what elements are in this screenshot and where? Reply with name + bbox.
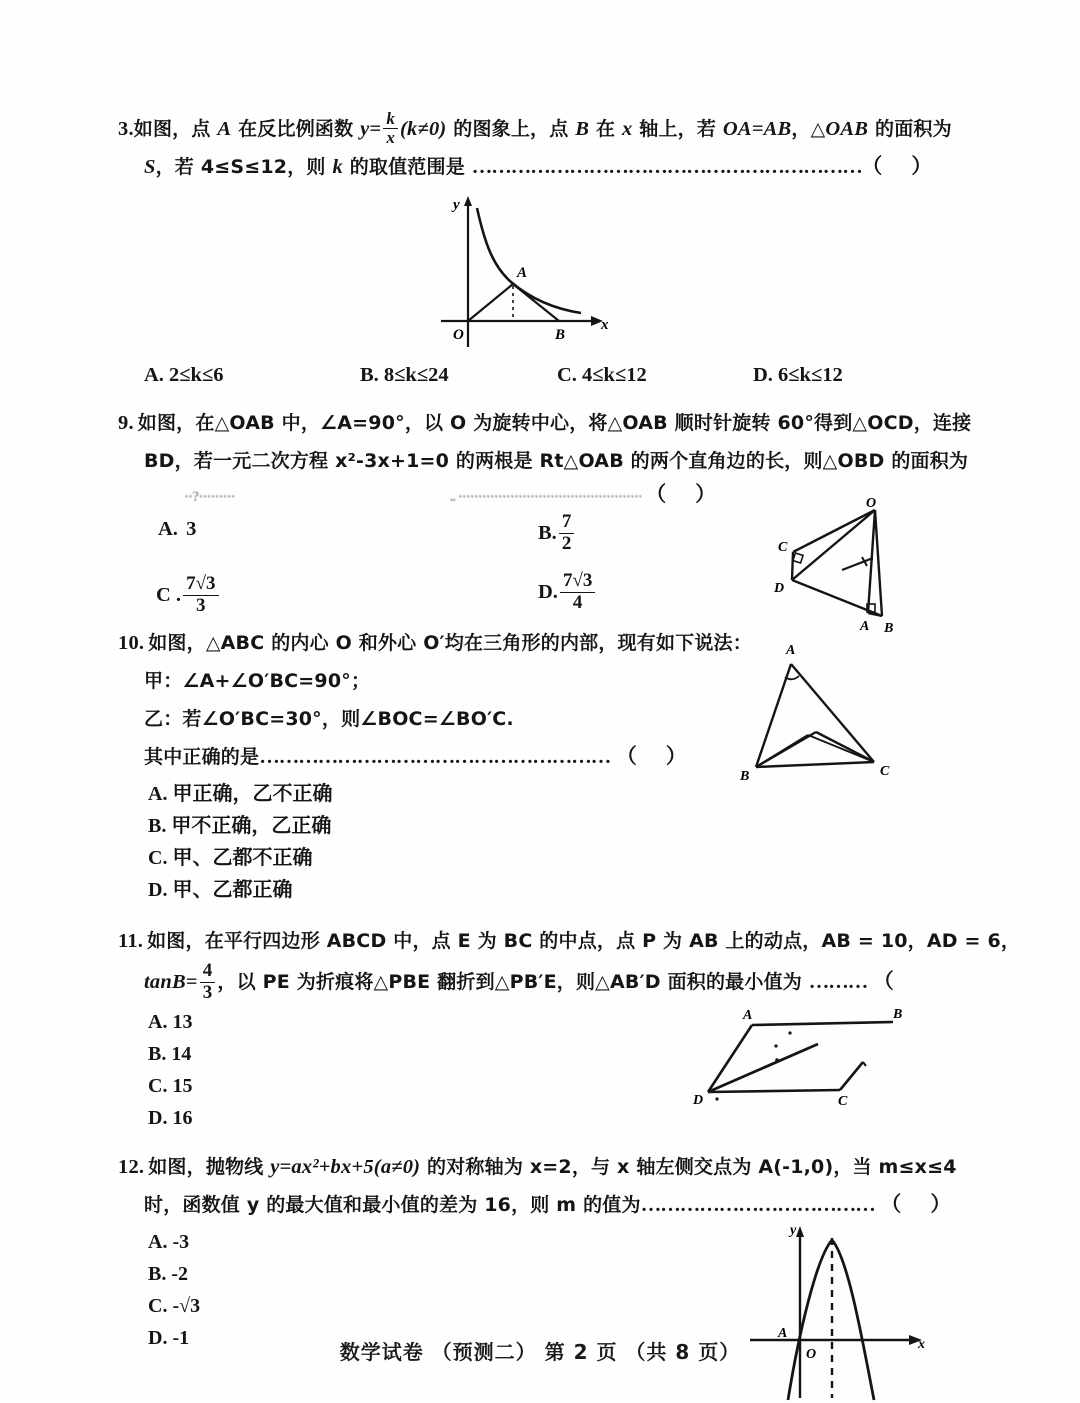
question-12-number: 12.	[118, 1156, 145, 1179]
svg-text:C: C	[778, 540, 788, 556]
q10-line2: 甲：∠A+∠O′BC=90°；	[144, 670, 371, 693]
q8-option-D[interactable]: D. 6≤k≤12	[753, 364, 843, 387]
question-11-stem-line-1	[118, 922, 1021, 960]
question-10-number: 10.	[118, 632, 145, 655]
q12-option-A-label: A.	[148, 1231, 168, 1254]
q9-option-D-label: D.	[538, 581, 558, 604]
svg-text:y: y	[790, 1223, 797, 1239]
question-8-stem-line-2	[118, 148, 963, 186]
q9-line2: BD，若一元二次方程 x²-3x+1=0 的两根是 Rt△OAB 的两个直角边的长，则△OBD 的面积为	[144, 450, 969, 473]
q12-line1-b: 的对称轴为 x=2，与 x 轴左侧交点为 A(-1,0)，当 m≤x≤4	[420, 1156, 957, 1179]
q11-option-D[interactable]: D. 16	[148, 1107, 193, 1130]
q11-answer-paren: （	[873, 971, 906, 994]
q8-frac-denominator: x	[383, 128, 398, 147]
question-8-stem-line-1	[118, 110, 963, 148]
q8-equals: =	[369, 118, 382, 141]
q11-frac-denominator: 3	[200, 982, 216, 1004]
q9-faded-right: .. ··············································	[449, 489, 642, 506]
q12-option-C-label: C.	[148, 1295, 168, 1318]
q9-option-C-denominator: 3	[183, 595, 218, 617]
question-11-stem-line-2	[118, 960, 963, 1004]
q12-option-C-value: -√3	[172, 1295, 201, 1318]
q12-equation: y=ax²+bx+5(a≠0)	[270, 1156, 421, 1179]
q8-var-x: x	[622, 118, 633, 141]
q8-text-b: 在反比例函数	[231, 118, 361, 141]
q11-line1: 如图，在平行四边形 ABCD 中，点 E 为 BC 的中点，点 P 为 AB 上的动点，AB = 10，AD = 6，	[147, 930, 1021, 953]
q8-var-A: A	[217, 118, 232, 141]
q10-answer-paren: （ ）	[616, 746, 699, 769]
q9-option-C-numerator: 7√3	[186, 573, 216, 595]
question-8-options	[118, 356, 963, 394]
q12-leader-dots: ………………………………	[640, 1194, 875, 1217]
q8-text-a: 如图，点	[133, 118, 218, 141]
svg-text:A: A	[860, 619, 870, 635]
question-11-number: 11.	[118, 930, 144, 953]
svg-text:O: O	[453, 327, 464, 343]
q10-option-D[interactable]: D. 甲、乙都正确	[148, 879, 293, 902]
q9-option-C-fraction	[183, 574, 218, 616]
q12-line1-a: 如图，抛物线	[148, 1156, 271, 1179]
question-10-options	[118, 778, 963, 906]
q11-leader-dots: ………	[808, 971, 868, 994]
page-content	[118, 109, 1021, 1363]
svg-text:O: O	[866, 496, 877, 512]
svg-text:D: D	[774, 581, 785, 597]
q10-line1: 如图，△ABC 的内心 O 和外心 O′均在三角形的内部，现有如下说法：	[148, 632, 752, 655]
q9-option-B-numerator: 7	[561, 511, 572, 533]
q8-var-B: B	[575, 118, 590, 141]
svg-text:D: D	[693, 1093, 704, 1109]
svg-text:C: C	[880, 764, 890, 780]
svg-text:C: C	[838, 1094, 848, 1110]
q8-option-C[interactable]: C. 4≤k≤12	[557, 364, 647, 387]
q11-tanB: tanB	[144, 971, 186, 994]
svg-text:A: A	[786, 643, 796, 659]
q11-frac-numerator: 4	[202, 960, 213, 982]
question-8	[118, 110, 963, 394]
q8-tri-OAB: OAB	[825, 118, 869, 141]
question-10-figure	[728, 632, 928, 787]
q12-option-B-value: -2	[171, 1263, 189, 1286]
q9-option-A[interactable]	[158, 518, 196, 541]
q8-tail: 的取值范围是	[342, 156, 472, 179]
q9-option-B[interactable]	[538, 512, 576, 554]
question-9-stem-line-1	[118, 404, 972, 442]
q8-answer-paren: （ ）	[861, 156, 944, 179]
svg-text:O: O	[806, 1347, 817, 1363]
q10-line3: 乙：若∠O′BC=30°，则∠BOC=∠BO′C.	[144, 708, 514, 731]
q10-option-B[interactable]: B. 甲不正确，乙正确	[148, 815, 332, 838]
question-12-stem-line-1	[118, 1148, 963, 1186]
q9-option-A-label: A.	[158, 518, 178, 541]
svg-text:A: A	[517, 265, 528, 281]
q11-fraction-4-over-3	[200, 961, 216, 1003]
q12-option-D-label: D.	[148, 1327, 168, 1350]
q9-option-D-fraction	[560, 571, 595, 613]
question-9-stem-line-2	[118, 442, 969, 480]
svg-text:B: B	[740, 769, 750, 785]
q9-option-D-denominator: 4	[560, 592, 595, 614]
question-9-options	[118, 511, 963, 626]
q8-text-f: 轴上，若	[632, 118, 723, 141]
q9-option-B-label: B.	[538, 522, 557, 545]
svg-text:B: B	[893, 1007, 903, 1023]
q9-faded-left: ··?·········	[184, 489, 235, 506]
question-9-number: 9.	[118, 412, 134, 435]
q8-text-g: ，△	[791, 118, 826, 141]
q12-option-A-value: -3	[172, 1231, 190, 1254]
q9-option-C[interactable]	[156, 574, 221, 616]
q12-answer-paren: （ ）	[880, 1194, 963, 1217]
q8-leader-dots: ……………………………………………………	[471, 156, 862, 179]
q8-text-d: 的图象上，点	[446, 118, 576, 141]
question-11	[118, 922, 1021, 1134]
question-8-number: 3.	[118, 118, 134, 141]
q8-var-k: k	[332, 156, 343, 179]
question-12	[118, 1148, 963, 1363]
q9-option-C-label: C .	[156, 584, 182, 607]
q8-condition-k: (k≠0)	[400, 118, 447, 141]
q11-option-B[interactable]: B. 14	[148, 1043, 192, 1066]
q9-option-D-numerator: 7√3	[562, 570, 593, 592]
svg-text:x: x	[918, 1337, 925, 1353]
q9-option-A-value: 3	[186, 518, 197, 541]
q12-option-B-label: B.	[148, 1263, 167, 1286]
svg-text:y: y	[453, 197, 460, 213]
q9-answer-paren: （ ）	[655, 484, 728, 507]
question-10	[118, 624, 963, 906]
q8-text-e: 在	[589, 118, 622, 141]
q11-option-C[interactable]: C. 15	[148, 1075, 193, 1098]
question-12-figure	[750, 1218, 940, 1403]
question-8-figure	[433, 192, 613, 352]
q11-line2-tail: ，以 PE 为折痕将△PBE 翻折到△PB′E，则△AB′D 面积的最小值为	[217, 971, 809, 994]
q9-option-B-fraction	[559, 512, 575, 554]
q8-var-S: S	[144, 156, 156, 179]
q9-option-B-denominator: 2	[559, 533, 575, 555]
q8-option-B[interactable]: B. 8≤k≤24	[360, 364, 449, 387]
svg-text:A: A	[778, 1326, 788, 1342]
svg-text:x: x	[601, 317, 609, 333]
q10-leader-dots: ………………………………………………	[259, 746, 611, 769]
svg-text:A: A	[743, 1008, 753, 1024]
q8-text-h: 的面积为	[868, 118, 952, 141]
q8-var-y: y	[360, 118, 370, 141]
q12-option-D-value: -1	[172, 1327, 190, 1350]
svg-text:B: B	[555, 327, 566, 343]
q8-option-A[interactable]: A. 2≤k≤6	[144, 364, 224, 387]
q10-option-A[interactable]: A. 甲正确，乙不正确	[148, 783, 333, 806]
q8-range-cond: ，若 4≤S≤12，则	[155, 156, 333, 179]
q10-option-C[interactable]: C. 甲、乙都不正确	[148, 847, 313, 870]
q8-frac-numerator: k	[386, 109, 396, 128]
question-9	[118, 404, 972, 637]
q12-line2: 时，函数值 y 的最大值和最小值的差为 16，则 m 的值为	[144, 1194, 641, 1217]
q10-line4: 其中正确的是	[144, 746, 260, 769]
q9-option-D[interactable]	[538, 571, 597, 613]
page-footer: 数学试卷 （预测二） 第 2 页 （共 8 页）	[339, 1340, 741, 1364]
q9-line1: 如图，在△OAB 中，∠A=90°，以 O 为旋转中心，将△OAB 顺时针旋转 60°得到△OCD，连接	[137, 412, 972, 435]
svg-text:B: B	[884, 621, 894, 637]
q11-option-A[interactable]: A. 13	[148, 1011, 193, 1034]
question-11-figure	[690, 1000, 930, 1115]
q11-equals: =	[185, 971, 198, 994]
q8-seg-OA-AB: OA=AB	[722, 118, 792, 141]
q8-fraction-k-over-x	[383, 110, 398, 148]
